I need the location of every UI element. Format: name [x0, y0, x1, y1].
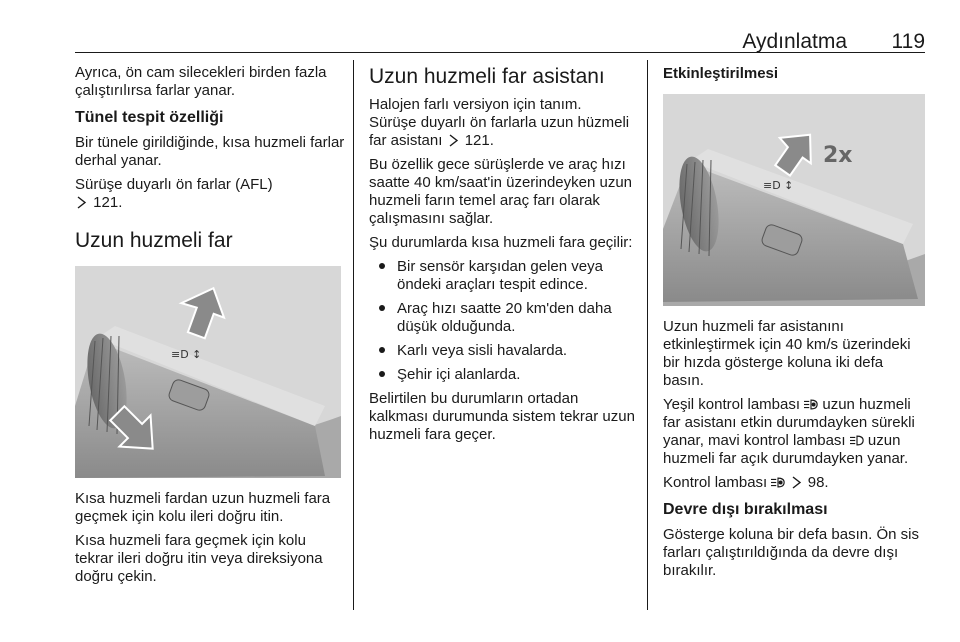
list-item	[369, 258, 637, 294]
paragraph: Bir tünele girildiğinde, kısa huzmeli farlar derhal yanar.	[75, 134, 345, 169]
section-title: Aydınlatma	[742, 30, 847, 53]
svg-text:≡D ↕: ≡D ↕	[171, 348, 202, 361]
bullet-icon	[379, 371, 385, 377]
paragraph: Kısa huzmeli fardan uzun huzmeli fara geçmek için kolu ileri doğru itin.	[75, 490, 331, 525]
list-item-text: Araç hızı saatte 20 km'den daha düşük olduğunda.	[397, 300, 612, 335]
bullet-icon	[379, 305, 385, 311]
paragraph: Uzun huzmeli far asistanını etkinleştirmek için 40 km/s üzerindeki bir hızda gösterge koluna iki defa basın.	[663, 318, 911, 389]
header-divider	[75, 52, 925, 53]
paragraph-text: Kontrol lambası	[663, 474, 768, 491]
paragraph: Şu durumlarda kısa huzmeli fara geçilir:	[369, 234, 633, 251]
list-item	[369, 366, 637, 384]
paragraph: Belirtilen bu durumların ortadan kalkması durumunda sistem tekrar uzun huzmeli fara geçer.	[369, 390, 635, 443]
press-count-label: 2x	[823, 143, 853, 168]
heading-tunnel-detection: Tünel tespit özelliği	[75, 109, 224, 126]
page-ref-link[interactable]: 98.	[807, 474, 829, 491]
list-item-text: Karlı veya sisli havalarda.	[397, 342, 568, 359]
list-item-text: Bir sensör karşıdan gelen veya öndeki araçları tespit edince.	[397, 258, 603, 293]
bullet-icon	[379, 347, 385, 353]
high-beam-assist-indicator-icon	[771, 476, 785, 489]
svg-text:≡D ↕: ≡D ↕	[763, 179, 794, 192]
heading-high-beam-assist: Uzun huzmeli far asistanı	[369, 65, 605, 88]
paragraph-indicators	[663, 396, 928, 468]
paragraph: Gösterge koluna bir defa basın. Ön sis farları çalıştırıldığında da devre dışı bırakılır.	[663, 526, 919, 579]
page-ref-arrow-icon	[75, 196, 89, 209]
stalk-illustration-press-twice	[663, 94, 925, 306]
column-divider-2	[647, 60, 648, 610]
page-header	[75, 30, 925, 54]
page-ref-link[interactable]: 121.	[464, 132, 494, 149]
page-number: 119	[891, 30, 925, 53]
paragraph-text: uzun huzmeli far açık durumdayken yanar.	[663, 432, 909, 467]
paragraph-text: Sürüşe duyarlı ön farlarla uzun hüzmeli far asistanı	[369, 114, 630, 149]
paragraph-text: Sürüşe duyarlı ön farlar (AFL)	[75, 176, 273, 193]
paragraph-afl-ref	[75, 176, 345, 212]
high-beam-assist-indicator-icon	[804, 398, 818, 411]
page-ref-link[interactable]: 121.	[93, 194, 123, 211]
stalk-illustration-push-pull	[75, 266, 341, 478]
paragraph-text: Halojen farlı versiyon için tanım.	[369, 96, 582, 113]
heading-high-beam: Uzun huzmeli far	[75, 229, 233, 252]
page-ref-arrow-icon	[790, 476, 804, 489]
column-1	[75, 64, 345, 592]
list-item	[369, 300, 637, 336]
column-divider-1	[353, 60, 354, 610]
column-2	[369, 64, 637, 450]
paragraph: Ayrıca, ön cam silecekleri birden fazla çalıştırılırsa farlar yanar.	[75, 64, 327, 99]
high-beam-indicator-icon	[850, 434, 864, 447]
condition-list	[369, 258, 637, 384]
list-item	[369, 342, 637, 360]
paragraph-text: Yeşil kontrol lambası	[663, 396, 801, 413]
heading-deactivation: Devre dışı bırakılması	[663, 501, 828, 518]
heading-activation: Etkinleştirilmesi	[663, 65, 779, 82]
page-ref-arrow-icon	[447, 134, 461, 147]
paragraph-text: uzun huzmeli far asistanı etkin durumdayken sürekli yanar, mavi kontrol lambası	[663, 396, 915, 449]
paragraph: Bu özellik gece sürüşlerde ve araç hızı saatte 40 km/saat'in üzerindeyken uzun huzmeli farın temel araç farı olarak çalışmasını sağlar.	[369, 156, 633, 227]
paragraph-indicator-ref	[663, 474, 928, 492]
paragraph: Kısa huzmeli fara geçmek için kolu tekrar ileri doğru itin veya direksiyona doğru çekin.	[75, 532, 323, 585]
list-item-text: Şehir içi alanlarda.	[397, 366, 521, 383]
paragraph	[369, 96, 637, 150]
bullet-icon	[379, 263, 385, 269]
column-3	[663, 64, 928, 586]
